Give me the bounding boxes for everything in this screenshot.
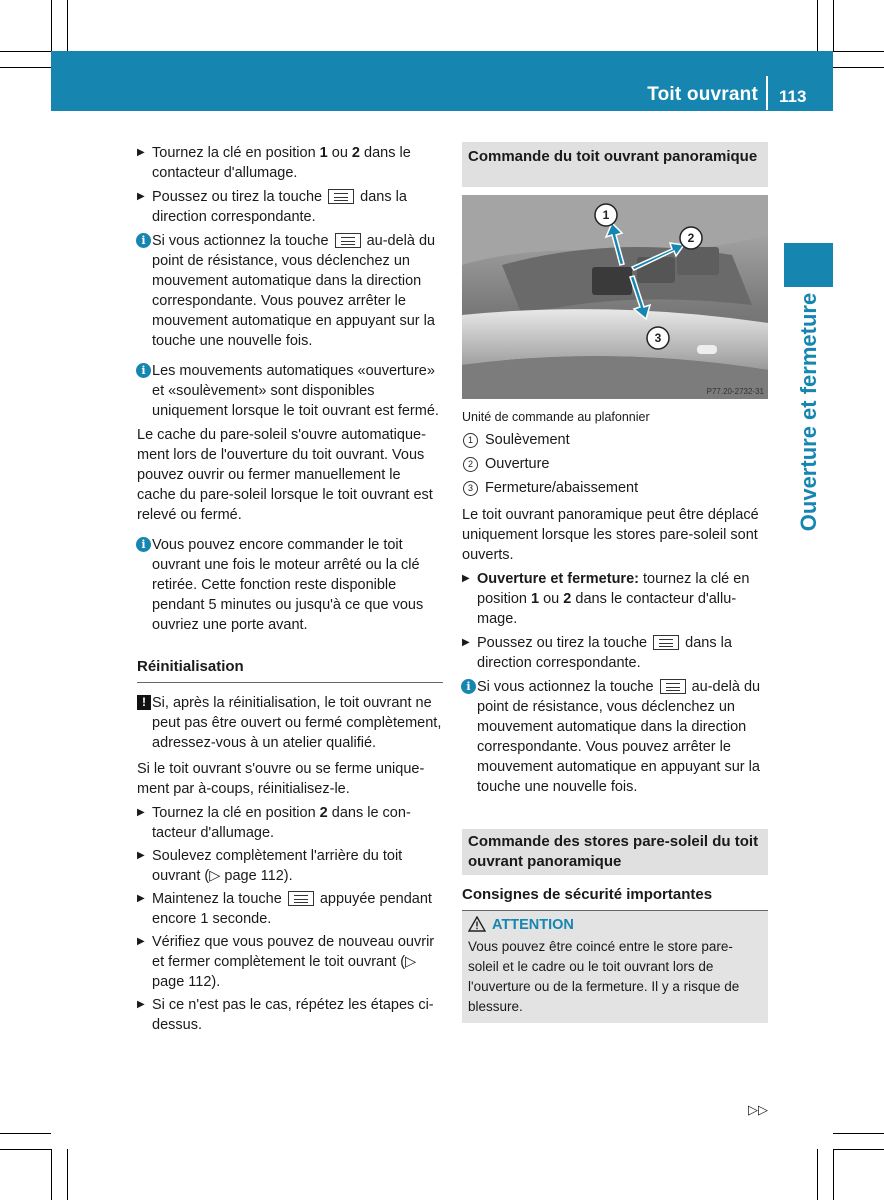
crop-mark [833, 51, 884, 52]
crop-mark [0, 1133, 51, 1134]
paragraph: Si le toit ouvrant s'ouvre ou se ferme uniquement par à-coups, réinitialisez-le. [137, 761, 425, 797]
paragraph: Le toit ouvrant panoramique peut être déplacé uniquement lorsque les stores pare-soleil sont ouverts. [462, 507, 759, 563]
crop-mark [0, 51, 51, 52]
info-icon: i [136, 537, 151, 552]
step-arrow-icon: ▶ [462, 573, 470, 584]
figure-caption: Unité de commande au plafonnier [462, 410, 650, 424]
step-bold: 1 [319, 145, 328, 161]
warning-icon: ! [137, 695, 151, 710]
info-text: Vous pouvez encore commander le toit ouvrant une fois le moteur arrêté ou la clé retirée. Cette fonction reste disponible pendant 5 minutes ou jusqu'à ce que vous ouvriez une porte avant. [152, 537, 424, 633]
step-arrow-icon: ▶ [137, 893, 145, 904]
step-text: Tournez la clé en position [152, 805, 320, 821]
step-text: Poussez ou tirez la touche [152, 189, 327, 205]
roof-switch-icon [328, 189, 354, 204]
step-text: Maintenez la touche [152, 891, 286, 907]
attention-header [468, 915, 762, 935]
info-icon: i [461, 679, 476, 694]
control-unit-photo [462, 195, 768, 399]
warning-text: Si, après la réinitialisation, le toit ouvrant ne peut pas être ouvert ou fermé complètement, adressez-vous à un atelier qualifié. [152, 695, 442, 751]
crop-mark [817, 1149, 818, 1200]
step-bold: 2 [563, 591, 572, 607]
legend-text: Soulèvement [485, 432, 570, 448]
step-arrow-icon: ▶ [137, 147, 145, 158]
step-text: Poussez ou tirez la touche [477, 635, 652, 651]
chapter-label: Ouverture et fermeture [796, 292, 821, 532]
step-text: dans le contacteur d'allumage. [152, 145, 411, 181]
step-arrow-icon: ▶ [137, 191, 145, 202]
step-item [137, 803, 443, 843]
crop-mark [0, 1149, 51, 1150]
step-item [137, 932, 443, 992]
step-text: appuyée pendant encore 1 seconde. [152, 891, 432, 927]
continue-marker: ▷▷ [748, 1102, 768, 1117]
step-item [137, 143, 443, 183]
section-heading: Réinitialisation [137, 658, 244, 675]
step-text: Soulevez complètement l'arrière du toit ouvrant (▷ page 112). [152, 848, 403, 884]
section-heading: Consignes de sécurité importantes [462, 886, 713, 903]
header-separator [766, 76, 768, 110]
side-tab [784, 243, 833, 287]
step-item [137, 846, 443, 886]
attention-title: ATTENTION [492, 917, 574, 933]
legend-item [462, 476, 768, 500]
info-text: Si vous actionnez la touche [477, 679, 658, 695]
crop-mark [833, 1149, 884, 1150]
info-note [462, 677, 768, 797]
step-item [137, 995, 443, 1035]
info-icon: i [136, 233, 151, 248]
paragraph: Le cache du pare-soleil s'ouvre automatiquement lors de l'ouverture du toit ouvrant. Vous pouvez ouvrir ou fermer manuellement le cache du pare-soleil lorsque le toit ouvrant est relevé ou fermé. [137, 427, 433, 523]
legend-text: Fermeture/abaissement [485, 480, 639, 496]
step-text: dans la direction correspondante. [152, 189, 407, 225]
photo-code: P77.20-2732-31 [706, 387, 764, 396]
info-text: Si vous actionnez la touche [152, 233, 333, 249]
crop-mark [51, 1149, 52, 1200]
step-arrow-icon: ▶ [137, 936, 145, 947]
roof-switch-icon [660, 679, 686, 694]
step-text: ou [539, 591, 564, 607]
info-note [137, 231, 443, 351]
legend-number: 2 [463, 457, 478, 472]
legend-number: 3 [463, 481, 478, 496]
info-text: au-delà du point de résistance, vous déclenchez un mouvement automatique dans la direction correspondante. Vous pouvez arrêter le mouvement automatique en appuyant sur la touche une nouvelle fois. [477, 679, 761, 795]
legend-text: Ouverture [485, 456, 550, 472]
info-note [137, 535, 443, 635]
overhead-control-illustration [462, 195, 768, 399]
crop-mark [67, 0, 68, 51]
legend-item [462, 428, 768, 452]
crop-mark [833, 1133, 884, 1134]
legend-item [462, 452, 768, 476]
callout-2: 2 [687, 231, 695, 245]
crop-mark [817, 0, 818, 51]
info-text: Les mouvements automatiques «ouverture» et «soulèvement» sont disponibles uniquement lorsque le toit ouvrant est fermé. [152, 363, 439, 419]
roof-switch-icon [653, 635, 679, 650]
callout-1: 1 [602, 208, 610, 222]
step-bold: Ouverture et fermeture: [477, 571, 639, 587]
step-bold: 1 [531, 591, 540, 607]
step-arrow-icon: ▶ [137, 850, 145, 861]
step-item [462, 569, 768, 629]
roof-switch-icon [335, 233, 361, 248]
attention-box [462, 911, 768, 1023]
step-item [137, 889, 443, 929]
step-text: Si ce n'est pas le cas, répétez les étapes ci-dessus. [152, 997, 434, 1033]
warning-note [137, 693, 443, 753]
step-bold: 2 [351, 145, 360, 161]
page-title: Toit ouvrant [647, 84, 758, 105]
step-arrow-icon: ▶ [137, 807, 145, 818]
crop-mark [0, 67, 51, 68]
crop-mark [833, 1149, 834, 1200]
step-text: dans le contacteur d'allumage. [477, 591, 737, 627]
callout-3: 3 [654, 331, 662, 345]
step-text: dans la direction correspondante. [477, 635, 732, 671]
step-item [462, 633, 768, 673]
step-text: Tournez la clé en position [152, 145, 320, 161]
info-text: au-delà du point de résistance, vous déclenchez un mouvement automatique dans la direction correspondante. Vous pouvez arrêter le mouvement automatique en appuyant sur la touche une nouvelle fois. [152, 233, 436, 349]
page-number: 113 [779, 87, 807, 106]
section-box-heading: Commande du toit ouvrant panoramique [462, 142, 768, 187]
step-text: ou [327, 145, 352, 161]
step-arrow-icon: ▶ [137, 999, 145, 1010]
step-text: Vérifiez que vous pouvez de nouveau ouvrir et fermer complètement le toit ouvrant (▷ page 112). [152, 934, 435, 990]
step-text: dans le contacteur d'allumage. [152, 805, 411, 841]
legend-number: 1 [463, 433, 478, 448]
right-column [462, 142, 768, 1023]
attention-text: Vous pouvez être coincé entre le store pare-soleil et le cadre ou le toit ouvrant lors de l'ouverture ou de la fermeture. Il y a risque de blessure. [468, 939, 740, 1014]
info-icon: i [136, 363, 151, 378]
step-bold: 2 [319, 805, 328, 821]
crop-mark [67, 1149, 68, 1200]
crop-mark [833, 0, 834, 51]
warning-triangle-icon [468, 916, 486, 932]
info-note [137, 361, 443, 421]
crop-mark [51, 0, 52, 51]
left-column [137, 143, 443, 1035]
section-box-heading: Commande des stores pare-soleil du toit ouvrant panoramique [462, 829, 768, 875]
roof-switch-icon [288, 891, 314, 906]
crop-mark [833, 67, 884, 68]
step-text: tournez la clé en position [477, 571, 750, 607]
step-arrow-icon: ▶ [462, 637, 470, 648]
step-item [137, 187, 443, 227]
section-rule [137, 682, 443, 683]
